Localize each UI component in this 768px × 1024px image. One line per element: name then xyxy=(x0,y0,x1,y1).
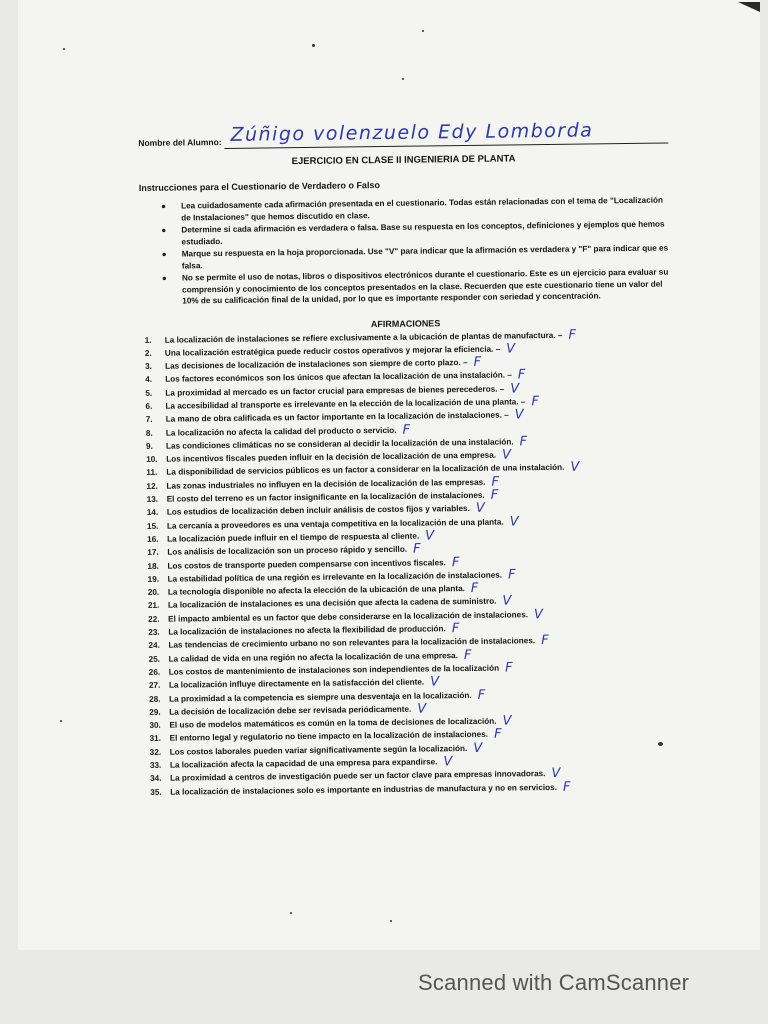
affirmation-text: La proximidad a centros de investigación puede ser un factor clave para empresas innovadoras. xyxy=(170,769,546,783)
scan-speck xyxy=(60,720,62,722)
affirmation-text: La localización influye directamente en la satisfacción del cliente. xyxy=(168,677,425,690)
instruction-text: No se permite el uso de notas, libros o dispositivos electrónicos durante el cuestionario. Este es un ejercicio para evaluar su comprensión y conocimiento de los conceptos presentados en la clase. Recuerden que este cuestionario tiene un valor del 10% de su calificación final de la unidad, por lo que es importante responder con seriedad y concentración. xyxy=(181,267,669,306)
answer-mark[interactable]: F xyxy=(402,422,411,438)
answer-mark[interactable]: F xyxy=(490,487,499,503)
answer-mark[interactable]: V xyxy=(506,341,516,357)
affirmation-number: 3. xyxy=(144,361,152,372)
affirmation-text: Los incentivos fiscales pueden influir en la decisión de localización de una empresa. xyxy=(166,450,497,464)
affirmation-number: 33. xyxy=(149,760,162,770)
affirmation-number: 1. xyxy=(144,335,152,345)
answer-mark[interactable]: V xyxy=(509,514,519,530)
answer-mark[interactable]: F xyxy=(504,660,513,676)
affirmation-text: Las decisiones de localización de instalaciones son siempre de corto plazo. – xyxy=(164,358,468,371)
affirmation-number: 9. xyxy=(145,441,153,451)
scan-speck xyxy=(390,920,392,922)
scan-speck xyxy=(422,30,424,32)
affirmation-text: La localización de instalaciones es una decisión que afecta la cadena de suministro. xyxy=(167,597,497,611)
affirmation-text: La estabilidad política de una región es irrelevante en la localización de instalaciones. xyxy=(167,570,503,584)
affirmation-text: Los costos de mantenimiento de instalaciones son independientes de la localización xyxy=(168,663,500,677)
affirmation-number: 31. xyxy=(149,734,162,744)
affirmation-number: 16. xyxy=(147,534,159,544)
page-title: EJERCICIO EN CLASE II INGENIERIA DE PLANTA xyxy=(291,153,516,168)
instructions-list xyxy=(139,195,670,308)
answer-mark[interactable]: V xyxy=(430,674,440,690)
instruction-text: Marque su respuesta en la hoja proporcionada. Use "V" para indicar que la afirmación es verdadera y "F" para indicar que es falsa. xyxy=(181,243,669,270)
name-line[interactable] xyxy=(224,117,668,149)
affirmation-number: 6. xyxy=(145,401,153,411)
affirmation-text: Los factores económicos son los únicos que afectan la localización de una instalación. – xyxy=(165,370,512,385)
scan-corner-mark xyxy=(738,2,760,12)
affirmation-number: 22. xyxy=(148,614,160,624)
answer-mark[interactable]: F xyxy=(477,687,486,703)
name-label: Nombre del Alumno: xyxy=(138,136,222,148)
affirmation-text: Los costos laborales pueden variar significativamente según la localización. xyxy=(169,743,468,757)
affirmation-number: 14. xyxy=(146,508,159,518)
bullet-icon: ● xyxy=(161,225,167,235)
affirmation-number: 30. xyxy=(149,720,161,731)
answer-mark[interactable]: F xyxy=(491,474,500,490)
affirmation-number: 27. xyxy=(148,680,161,691)
answer-mark[interactable]: F xyxy=(568,327,576,343)
affirmation-text: La localización de instalaciones solo es importante en industrias de manufactura y no en servicios. xyxy=(170,782,558,797)
affirmation-text: Las tendencias de crecimiento urbano no son relevantes para la localización de instalaciones. xyxy=(168,636,536,650)
affirmation-text: La decisión de localización debe ser revisada periódicamente. xyxy=(169,704,412,717)
bullet-icon: ● xyxy=(161,249,167,259)
student-name-row xyxy=(138,112,668,150)
answer-mark[interactable]: V xyxy=(502,713,512,729)
affirmation-number: 34. xyxy=(150,774,162,784)
affirmation-number: 35. xyxy=(150,787,162,797)
answer-mark[interactable]: V xyxy=(502,593,512,610)
student-name-handwritten: Zúñigo volenzuelo Edy Lomborda xyxy=(230,119,594,146)
affirmation-text: La localización no afecta la calidad del producto o servicio. xyxy=(165,425,397,438)
affirmation-number: 12. xyxy=(146,481,158,491)
answer-mark[interactable]: V xyxy=(473,740,483,756)
affirmation-text: El impacto ambiental es un factor que debe considerarse en la localización de instalaciones. xyxy=(168,610,529,624)
affirmation-number: 15. xyxy=(146,521,159,531)
affirmation-text: Las condiciones climáticas no se consideran al decidir la localización de una instalación. xyxy=(165,437,514,451)
affirmation-text: Una localización estratégica puede reducir costos operativos y mejorar la eficiencia. – xyxy=(164,344,501,358)
scan-speck xyxy=(312,44,315,47)
scan-speck xyxy=(402,78,404,80)
scan-speck xyxy=(290,912,292,914)
affirmation-number: 10. xyxy=(146,454,158,465)
answer-mark[interactable]: F xyxy=(470,581,479,597)
answer-mark[interactable]: F xyxy=(531,394,540,410)
answer-mark[interactable]: F xyxy=(473,354,482,371)
answer-mark[interactable]: V xyxy=(475,501,485,517)
bullet-icon: ● xyxy=(161,273,167,283)
affirmation-number: 13. xyxy=(146,494,159,504)
affirmations-list xyxy=(141,327,677,799)
answer-mark[interactable]: V xyxy=(417,701,427,717)
affirmation-number: 19. xyxy=(147,574,160,584)
affirmation-text: Las zonas industriales no influyen en la decisión de localización de las empresas. xyxy=(166,477,486,491)
answer-mark[interactable]: F xyxy=(519,434,528,450)
answer-mark[interactable]: V xyxy=(514,407,524,423)
instruction-text: Determine si cada afirmación es verdadera o falsa. Base su respuesta en los conceptos, definiciones y ejemplos que hemos estudiado. xyxy=(181,219,665,246)
affirmation-number: 25. xyxy=(148,654,161,664)
affirmation-text: La proximidad al mercado es un factor crucial para empresas de bienes perecederos. – xyxy=(165,384,505,398)
affirmation-text: La accesibilidad al transporte es irrelevante en la elección de la localización de una planta. – xyxy=(165,397,526,411)
affirmation-number: 7. xyxy=(145,415,153,425)
answer-mark[interactable]: F xyxy=(493,727,502,743)
answer-mark[interactable]: F xyxy=(451,621,460,637)
affirmation-number: 4. xyxy=(145,375,153,385)
affirmation-text: La disponibilidad de servicios públicos es un factor a considerar en la localización de una instalación. xyxy=(166,463,565,478)
affirmation-text: La mano de obra calificada es un factor importante en la localización de instalaciones. – xyxy=(165,410,509,424)
scan-speck xyxy=(63,48,65,50)
answer-mark[interactable]: F xyxy=(517,367,526,383)
affirmation-text: La localización de instalaciones se refiere exclusivamente a la ubicación de plantas de manufactura. – xyxy=(164,330,563,345)
instruction-item xyxy=(162,267,670,308)
answer-mark[interactable]: V xyxy=(570,460,580,476)
affirmation-number: 5. xyxy=(145,388,153,398)
answer-mark[interactable]: F xyxy=(541,633,549,649)
answer-mark[interactable]: V xyxy=(425,528,435,544)
affirmation-number: 11. xyxy=(146,468,158,478)
answer-mark[interactable]: F xyxy=(412,541,421,557)
affirmation-text: La localización puede influir en el tiempo de respuesta al cliente. xyxy=(167,531,420,544)
affirmation-number: 28. xyxy=(149,694,161,704)
affirmation-number: 20. xyxy=(147,587,160,598)
document-content xyxy=(138,112,676,799)
answer-mark[interactable]: F xyxy=(463,647,472,663)
affirmation-text: El entorno legal y regulatorio no tiene impacto en la localización de instalaciones. xyxy=(169,730,489,744)
affirmation-number: 29. xyxy=(149,707,161,717)
affirmation-text: El uso de modelos matemáticos es común en la toma de decisiones de localización. xyxy=(169,716,497,730)
affirmation-number: 8. xyxy=(145,428,153,438)
answer-mark[interactable]: V xyxy=(551,766,561,782)
answer-mark[interactable]: V xyxy=(510,381,520,397)
affirmation-number: 2. xyxy=(144,348,152,358)
affirmation-text: La tecnología disponible no afecta la elección de la ubicación de una planta. xyxy=(167,584,465,597)
affirmation-text: La cercanía a proveedores es una ventaja competitiva en la localización de una planta. xyxy=(166,517,504,531)
affirmation-number: 32. xyxy=(149,747,162,757)
instruction-text: Lea cuidadosamente cada afirmación presentada en el cuestionario. Todas están relacionadas con el tema de "Localización de Instalaciones" que hemos discutido en clase. xyxy=(181,195,664,222)
affirmation-text: La calidad de vida en una región no afecta la localización de una empresa. xyxy=(168,650,459,664)
instructions-heading: Instrucciones para el Cuestionario de Verdadero o Falso xyxy=(138,180,380,193)
affirmation-number: 23. xyxy=(148,627,160,637)
answer-mark[interactable]: F xyxy=(562,779,571,795)
affirmation-text: La localización afecta la capacidad de una empresa para expandirse. xyxy=(169,757,438,770)
affirmation-number: 24. xyxy=(148,641,160,651)
answer-mark[interactable]: V xyxy=(533,606,544,622)
affirmation-number: 18. xyxy=(147,561,159,571)
bullet-icon: ● xyxy=(161,201,166,211)
affirmation-text: La proximidad a la competencia es siempre una desventaja en la localización. xyxy=(169,690,472,704)
answer-mark[interactable]: V xyxy=(443,754,453,770)
affirmation-text: El costo del terreno es un factor insignificante en la localización de instalaciones. xyxy=(166,490,485,504)
affirmation-text: Los estudios de localización deben incluir análisis de costos fijos y variables. xyxy=(166,504,470,518)
answer-mark[interactable]: F xyxy=(507,567,516,583)
affirmation-number: 17. xyxy=(147,548,159,558)
affirmations-heading: AFIRMACIONES xyxy=(370,317,441,329)
answer-mark[interactable]: F xyxy=(451,554,460,570)
answer-mark[interactable]: V xyxy=(501,447,512,463)
camscanner-watermark: Scanned with CamScanner xyxy=(418,970,690,995)
affirmation-number: 21. xyxy=(147,601,160,611)
affirmation-text: La localización de instalaciones no afecta la flexibilidad de producción. xyxy=(168,624,446,637)
affirmation-text: Los análisis de localización son un proceso rápido y sencillo. xyxy=(167,544,408,557)
affirmation-number: 26. xyxy=(148,667,161,677)
affirmation-text: Los costos de transporte pueden compensarse con incentivos fiscales. xyxy=(167,557,446,571)
